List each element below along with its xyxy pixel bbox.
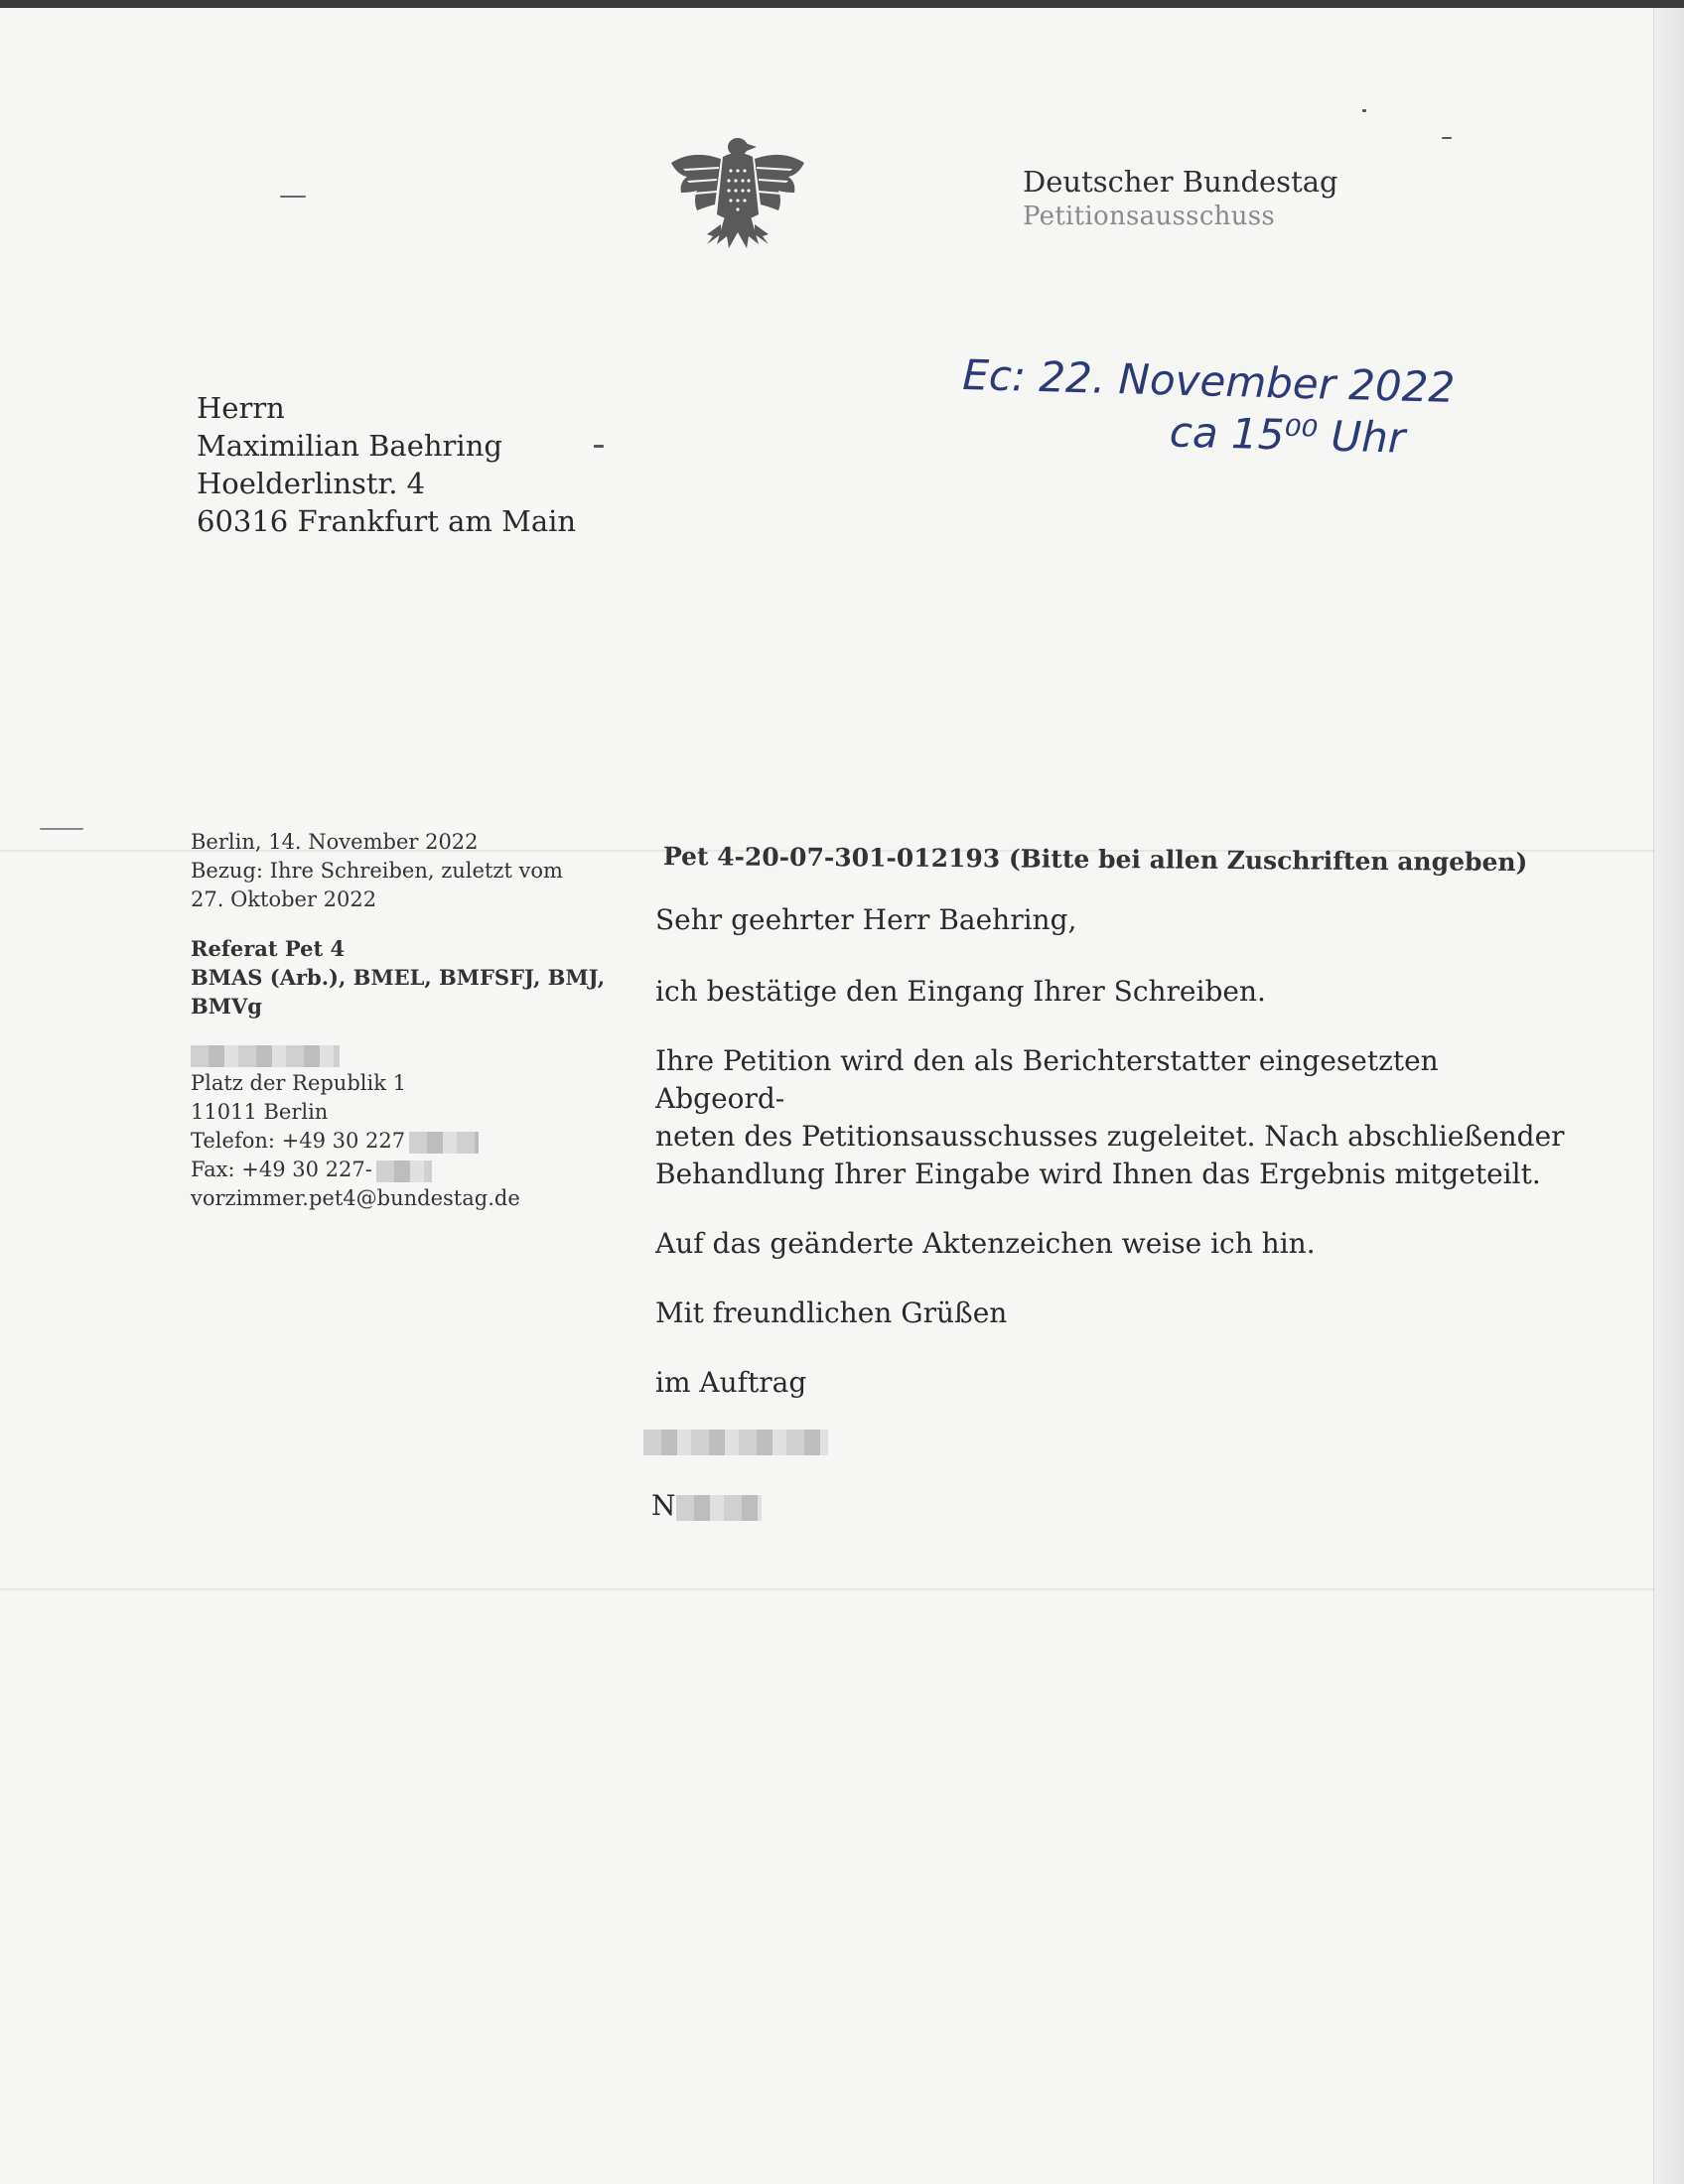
- signer-name: [651, 1489, 762, 1522]
- redacted-phone: [409, 1132, 479, 1154]
- unit-name: Referat Pet 4: [191, 936, 346, 961]
- petition-line1: Ihre Petition wird den als Berichterstatter eingesetzten Abgeord-: [655, 1044, 1439, 1115]
- redacted-signature: [643, 1430, 828, 1455]
- federal-eagle-icon: [663, 127, 812, 256]
- reference-date: 27. Oktober 2022: [191, 887, 377, 911]
- sender-info-column: [191, 828, 628, 1213]
- recipient-address: [197, 389, 576, 540]
- recipient-street: Hoelderlinstr. 4: [197, 467, 426, 500]
- paragraph-confirmation: ich bestätige den Eingang Ihrer Schreiben.: [655, 975, 1266, 1008]
- petition-line2: neten des Petitionsausschusses zugeleitet. Nach abschließender: [655, 1120, 1565, 1153]
- scan-mark: [1362, 109, 1366, 112]
- scan-mark: [280, 196, 306, 198]
- redacted-fax: [376, 1160, 432, 1182]
- greeting: Sehr geehrter Herr Baehring,: [655, 903, 1077, 936]
- address-city: 11011 Berlin: [191, 1100, 329, 1124]
- redacted-name: [191, 1040, 628, 1069]
- letter-body: [655, 901, 1569, 1402]
- handwritten-receipt-note: [960, 349, 1638, 477]
- on-behalf: im Auftrag: [655, 1366, 807, 1399]
- department-name: Petitionsausschuss: [1023, 202, 1276, 231]
- signer-initial: N: [651, 1489, 676, 1522]
- email: vorzimmer.pet4@bundestag.de: [191, 1186, 520, 1210]
- scan-mark: [594, 445, 604, 448]
- fold-line: [0, 1588, 1654, 1590]
- fax-line: [191, 1156, 628, 1184]
- recipient-name: Maximilian Baehring: [197, 429, 502, 463]
- paragraph-petition: [655, 1042, 1569, 1193]
- ministries-line2: BMVg: [191, 994, 262, 1019]
- address-street: Platz der Republik 1: [191, 1071, 406, 1095]
- scan-top-edge: [0, 0, 1684, 8]
- case-reference: Pet 4-20-07-301-012193 (Bitte bei allen Zuschriften angeben): [662, 842, 1528, 878]
- paragraph-file-number: Auf das geänderte Aktenzeichen weise ich hin.: [655, 1227, 1316, 1260]
- place-date: Berlin, 14. November 2022: [191, 830, 479, 854]
- phone-line: [191, 1127, 628, 1156]
- petition-line3: Behandlung Ihrer Eingabe wird Ihnen das Ergebnis mitgeteilt.: [655, 1158, 1541, 1190]
- handwritten-note-line1: Ec: 22. November 2022: [961, 349, 1456, 412]
- fax-text: Fax: +49 30 227-: [191, 1158, 372, 1181]
- recipient-city: 60316 Frankfurt am Main: [197, 504, 577, 538]
- scan-mark: [40, 828, 83, 830]
- org-name: Deutscher Bundestag: [1023, 165, 1338, 199]
- recipient-salutation: Herrn: [197, 391, 285, 425]
- reference-line: Bezug: Ihre Schreiben, zuletzt vom: [191, 859, 563, 883]
- scan-mark: [1442, 137, 1452, 139]
- closing: Mit freundlichen Grüßen: [655, 1297, 1008, 1329]
- handwritten-note-line2: ca 15⁰⁰ Uhr: [1169, 407, 1406, 463]
- redacted-signer-name: [676, 1495, 762, 1521]
- ministries-line1: BMAS (Arb.), BMEL, BMFSFJ, BMJ,: [191, 965, 606, 990]
- phone-text: Telefon: +49 30 227: [191, 1129, 406, 1153]
- scan-right-edge: [1653, 8, 1684, 2184]
